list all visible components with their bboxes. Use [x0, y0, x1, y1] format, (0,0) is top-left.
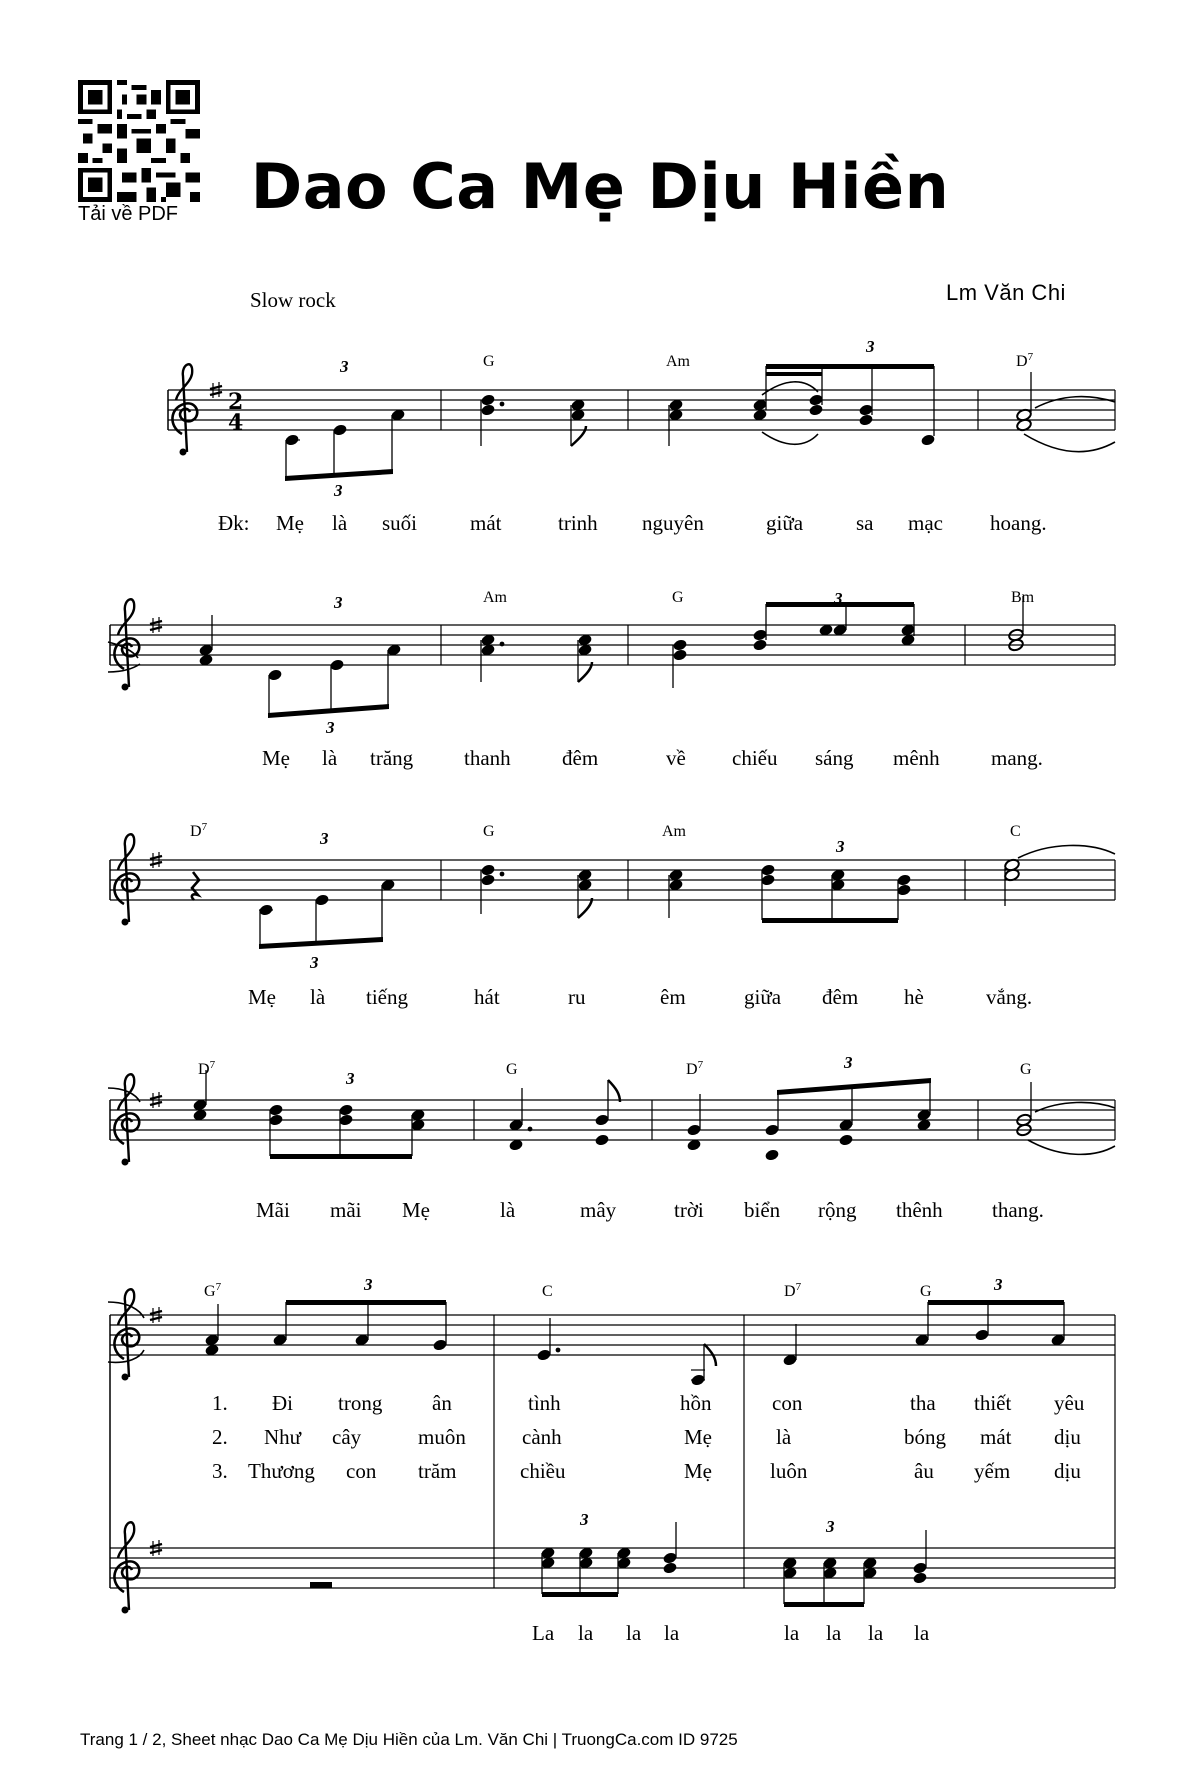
svg-text:Mãi: Mãi: [256, 1198, 290, 1222]
song-title: Dao Ca Mẹ Dịu Hiền: [250, 150, 950, 223]
svg-text:la: la: [868, 1621, 884, 1645]
chord: Am: [662, 823, 686, 840]
tuplet-3: 3: [364, 1275, 373, 1294]
staff-system-3: [110, 860, 1115, 900]
tuplet-3: 3: [340, 357, 349, 376]
svg-text:về: về: [666, 746, 686, 770]
tuplet-3: 3: [866, 337, 875, 356]
composer: Lm Văn Chi: [946, 280, 1066, 305]
svg-text:la: la: [826, 1621, 842, 1645]
tempo-marking: Slow rock: [250, 288, 336, 312]
svg-text:la: la: [784, 1621, 800, 1645]
svg-text:thanh: thanh: [464, 746, 511, 770]
svg-text:tha: tha: [910, 1391, 936, 1415]
lyrics-system-3: [248, 985, 1032, 1009]
svg-text:trăm: trăm: [418, 1459, 457, 1483]
staff-system-5-upper: [110, 1315, 1115, 1588]
svg-text:hát: hát: [474, 985, 500, 1009]
chord: $G^7$: [204, 1281, 222, 1300]
staff-system-5-lower: [110, 1548, 1115, 1588]
svg-text:hè: hè: [904, 985, 924, 1009]
staff-system-1: [168, 390, 1115, 430]
svg-text:trăng: trăng: [370, 746, 414, 770]
download-pdf-link[interactable]: Tải về PDF: [78, 203, 179, 225]
svg-text:Như: Như: [264, 1425, 302, 1449]
svg-text:la: la: [578, 1621, 594, 1645]
svg-text:ru: ru: [568, 985, 586, 1009]
tuplet-3: 3: [334, 481, 343, 500]
svg-text:sáng: sáng: [815, 746, 854, 770]
svg-text:là: là: [776, 1425, 792, 1449]
svg-text:giữa: giữa: [766, 511, 804, 535]
chord: $D^7$: [198, 1059, 216, 1078]
svg-text:luôn: luôn: [770, 1459, 808, 1483]
svg-text:là: là: [322, 746, 338, 770]
svg-text:yêu: yêu: [1054, 1391, 1085, 1415]
chord: $D^7$: [1016, 351, 1034, 370]
lyrics-system-4: [256, 1198, 1044, 1222]
svg-text:mãi: mãi: [330, 1198, 362, 1222]
time-sig-top: 2: [228, 389, 244, 415]
chord: G: [483, 823, 495, 840]
svg-text:2.: 2.: [212, 1425, 228, 1449]
chord: $D^7$: [784, 1281, 802, 1300]
chord: Am: [483, 589, 507, 606]
svg-text:mênh: mênh: [893, 746, 940, 770]
svg-text:là: là: [332, 511, 348, 535]
notes-system-3: [192, 845, 1115, 949]
svg-text:chiều: chiều: [520, 1459, 566, 1483]
svg-text:Mẹ: Mẹ: [262, 746, 290, 770]
svg-text:trời: trời: [674, 1198, 704, 1222]
svg-text:chiếu: chiếu: [732, 746, 778, 770]
svg-text:đêm: đêm: [822, 985, 859, 1009]
svg-text:yếm: yếm: [974, 1459, 1011, 1483]
tuplet-3: 3: [334, 593, 343, 612]
lyrics-verse-1: [212, 1391, 1085, 1415]
svg-text:1.: 1.: [212, 1391, 228, 1415]
svg-text:đêm: đêm: [562, 746, 599, 770]
svg-text:con: con: [346, 1459, 377, 1483]
tuplet-3: 3: [994, 1275, 1003, 1294]
notes-system-4: [108, 1070, 1115, 1162]
chord: $D^7$: [686, 1059, 704, 1078]
chord: G: [1020, 1061, 1032, 1078]
svg-text:muôn: muôn: [418, 1425, 466, 1449]
svg-text:mát: mát: [980, 1425, 1012, 1449]
svg-text:mây: mây: [580, 1198, 617, 1222]
svg-text:tình: tình: [528, 1391, 561, 1415]
svg-text:âu: âu: [914, 1459, 934, 1483]
lyrics-system-1: [218, 511, 1047, 535]
lyrics-verse-2: [212, 1425, 1081, 1449]
svg-text:Mẹ: Mẹ: [276, 511, 304, 535]
svg-text:trinh: trinh: [558, 511, 598, 535]
svg-text:thiết: thiết: [974, 1391, 1012, 1415]
svg-text:mát: mát: [470, 511, 502, 535]
svg-text:Mẹ: Mẹ: [402, 1198, 430, 1222]
svg-text:Đk:: Đk:: [218, 511, 250, 535]
svg-text:nguyên: nguyên: [642, 511, 704, 535]
svg-text:hồn: hồn: [680, 1391, 712, 1415]
svg-text:hoang.: hoang.: [990, 511, 1047, 535]
chord: Bm: [1011, 589, 1035, 606]
tuplet-3: 3: [310, 953, 319, 972]
tuplet-3: 3: [346, 1069, 355, 1088]
staff-system-2: [110, 625, 1115, 665]
svg-text:là: là: [310, 985, 326, 1009]
chord: C: [1010, 823, 1021, 840]
tuplet-3: 3: [844, 1053, 853, 1072]
svg-text:La: La: [532, 1621, 555, 1645]
chord: Am: [666, 353, 690, 370]
chord: $D^7$: [190, 821, 208, 840]
svg-text:Thương: Thương: [248, 1459, 315, 1483]
svg-text:sa: sa: [856, 511, 874, 535]
svg-text:biển: biển: [744, 1198, 781, 1222]
tuplet-3: 3: [834, 589, 843, 608]
svg-text:suối: suối: [382, 511, 418, 535]
svg-text:rộng: rộng: [818, 1198, 857, 1222]
svg-text:Mẹ: Mẹ: [684, 1425, 712, 1449]
svg-text:3.: 3.: [212, 1459, 228, 1483]
tuplet-3: 3: [326, 718, 335, 737]
svg-text:vắng.: vắng.: [986, 985, 1033, 1009]
chord: G: [506, 1061, 518, 1078]
svg-text:mạc: mạc: [908, 511, 943, 535]
svg-text:la: la: [626, 1621, 642, 1645]
tuplet-3: 3: [580, 1510, 589, 1529]
lyrics-verse-3: [212, 1459, 1081, 1483]
svg-text:cành: cành: [522, 1425, 562, 1449]
notes-system-1: [284, 364, 1115, 481]
svg-text:dịu: dịu: [1054, 1425, 1081, 1449]
svg-text:ân: ân: [432, 1391, 452, 1415]
svg-text:êm: êm: [660, 985, 686, 1009]
chord: G: [483, 353, 495, 370]
svg-text:Đi: Đi: [272, 1391, 293, 1415]
chord: G: [672, 589, 684, 606]
svg-text:Mẹ: Mẹ: [248, 985, 276, 1009]
page-footer: Trang 1 / 2, Sheet nhạc Dao Ca Mẹ Dịu Hiền của Lm. Văn Chi | TruongCa.com ID 9725: [80, 1730, 738, 1749]
svg-text:la: la: [664, 1621, 680, 1645]
svg-text:tiếng: tiếng: [366, 985, 408, 1009]
svg-text:thang.: thang.: [992, 1198, 1044, 1222]
chord: G: [920, 1283, 932, 1300]
svg-text:trong: trong: [338, 1391, 383, 1415]
svg-text:giữa: giữa: [744, 985, 782, 1009]
notes-system-5: [108, 1300, 1066, 1607]
notes-system-2: [108, 596, 1024, 718]
svg-text:là: là: [500, 1198, 516, 1222]
lyrics-lower-staff: [532, 1621, 930, 1645]
svg-text:bóng: bóng: [904, 1425, 946, 1449]
time-sig-bottom: 4: [228, 410, 244, 436]
staff-system-4: [110, 1100, 1115, 1140]
tuplet-3: 3: [826, 1517, 835, 1536]
svg-text:la: la: [914, 1621, 930, 1645]
chord: C: [542, 1283, 553, 1300]
svg-text:con: con: [772, 1391, 803, 1415]
svg-text:dịu: dịu: [1054, 1459, 1081, 1483]
svg-text:Mẹ: Mẹ: [684, 1459, 712, 1483]
lyrics-system-2: [262, 746, 1043, 770]
tuplet-3: 3: [836, 837, 845, 856]
svg-text:thênh: thênh: [896, 1198, 943, 1222]
svg-text:mang.: mang.: [991, 746, 1043, 770]
tuplet-3: 3: [320, 829, 329, 848]
svg-text:cây: cây: [332, 1425, 362, 1449]
